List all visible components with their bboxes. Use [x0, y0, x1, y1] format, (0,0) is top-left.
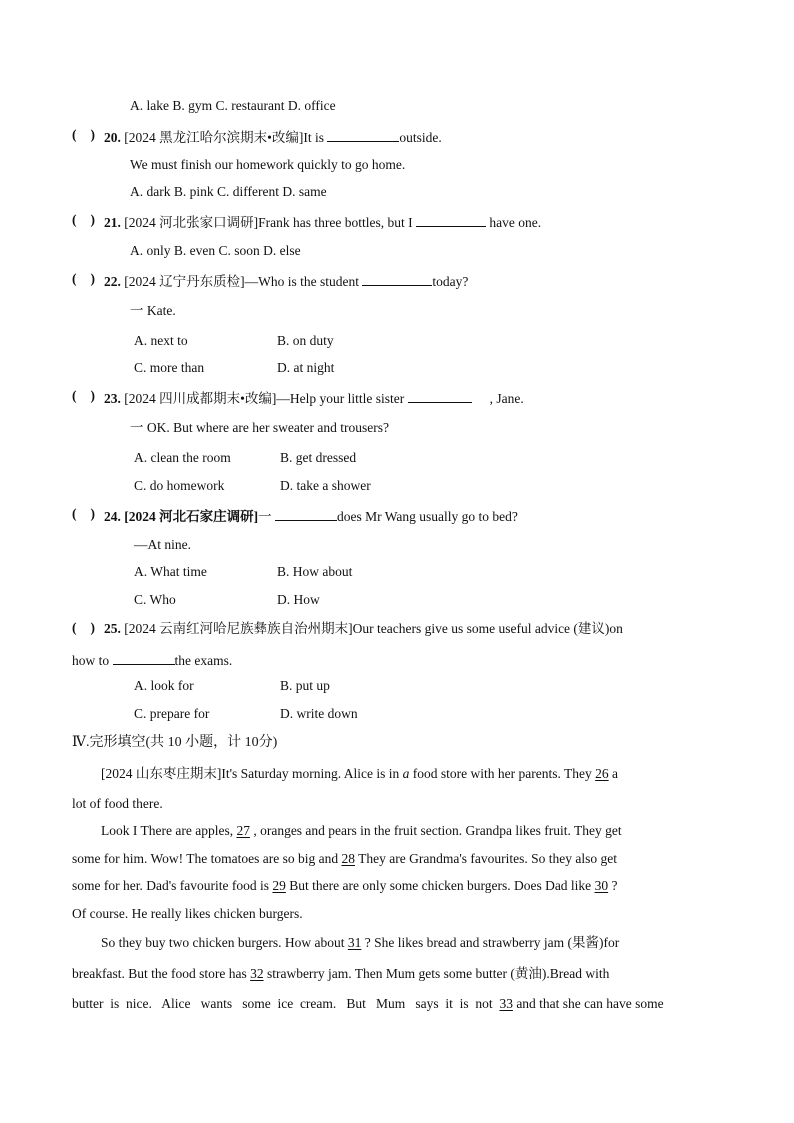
q23-answer-bracket[interactable]: ( ) [72, 388, 95, 403]
q24-stem-line2: —At nine. [134, 537, 191, 552]
q25-answer-bracket[interactable]: ( ) [72, 620, 95, 635]
gap-number-31[interactable]: 31 [347, 935, 362, 950]
q25-option-a: A. look for [134, 678, 194, 693]
stem-text: today? [432, 274, 469, 289]
answer-blank[interactable] [327, 127, 399, 142]
question-number: 20. [104, 130, 121, 145]
q25-option-b: B. put up [280, 678, 330, 693]
stem-text: —Help your little sister [276, 391, 408, 406]
q21-stem [104, 212, 541, 232]
passage-text: strawberry jam. Then Mum gets some butter (黄油).Bread with [263, 966, 610, 981]
q24-answer-bracket[interactable]: ( ) [72, 506, 95, 521]
passage-text: ? [608, 878, 618, 893]
answer-blank[interactable] [275, 506, 337, 521]
question-source: [2024 辽宁丹东质检] [124, 274, 245, 289]
stem-text: , Jane. [489, 391, 524, 406]
gap-number-26[interactable]: 26 [595, 766, 609, 781]
passage-line: lot of food there. [72, 796, 163, 811]
stem-text: does Mr Wang usually go to bed? [337, 509, 518, 524]
gap-number-30[interactable]: 30 [594, 878, 609, 893]
stem-text: It is [303, 130, 328, 145]
passage-line [101, 765, 618, 783]
q22-option-d: D. at night [277, 360, 335, 375]
passage-text: So they buy two chicken burgers. How about [101, 935, 348, 950]
q22-option-a: A. next to [134, 333, 188, 348]
question-source: [2024 河北石家庄调研] [124, 509, 259, 524]
q23-option-d: D. take a shower [280, 478, 371, 493]
q22-stem-line2: 一 Kate. [130, 303, 176, 318]
question-source: [2024 四川成都期末•改编] [124, 391, 277, 406]
q22-option-b: B. on duty [277, 333, 334, 348]
close-paren: ) [90, 127, 95, 142]
passage-text: butter is nice. Alice wants some ice cream. But Mum says it is not [72, 996, 500, 1011]
stem-text: Frank has three bottles, but I [258, 215, 416, 230]
stem-text: have one. [485, 215, 542, 230]
gap-number-32[interactable]: 32 [250, 966, 264, 981]
question-number: 23. [104, 391, 121, 406]
gap-number-29[interactable]: 29 [272, 878, 286, 893]
stem-text: the exams. [174, 653, 233, 668]
q25-stem [104, 620, 623, 638]
passage-text: Look I There are apples, [101, 823, 237, 838]
q24-option-a: A. What time [134, 564, 207, 579]
passage-line [101, 934, 619, 952]
q19-options: A. lake B. gym C. restaurant D. office [130, 98, 336, 113]
question-source: [2024 河北张家口调研] [124, 215, 259, 230]
answer-blank[interactable] [362, 271, 432, 286]
q25-option-c: C. prepare for [134, 706, 210, 721]
q22-stem [104, 271, 468, 291]
answer-blank[interactable] [408, 388, 472, 403]
gap-number-28[interactable]: 28 [341, 851, 355, 866]
stem-text: how to [72, 653, 113, 668]
q23-option-c: C. do homework [134, 478, 225, 493]
passage-text: food store with her parents. They [409, 766, 596, 781]
passage-text: [2024 山东枣庄期末]It's Saturday morning. Alice is in [101, 766, 403, 781]
gap-number-33[interactable]: 33 [499, 996, 513, 1011]
q24-option-b: B. How about [277, 564, 353, 579]
q23-option-a: A. clean the room [134, 450, 231, 465]
q25-option-d: D. write down [280, 706, 358, 721]
q24-option-c: C. Who [134, 592, 176, 607]
question-source: [2024 黑龙江哈尔滨期末•改编] [124, 130, 304, 145]
passage-text: some for him. Wow! The tomatoes are so big and [72, 851, 342, 866]
q20-stem-line2: We must finish our homework quickly to go home. [130, 157, 406, 172]
passage-text: a [402, 766, 410, 781]
passage-line [72, 877, 617, 895]
q23-stem [104, 388, 524, 408]
q20-options: A. dark B. pink C. different D. same [130, 184, 327, 199]
passage-text: ? She likes bread and strawberry jam (果酱)for [361, 935, 620, 950]
open-paren: ( [72, 127, 77, 142]
passage-line [72, 965, 609, 983]
q21-options: A. only B. even C. soon D. else [130, 243, 301, 258]
q24-option-d: D. How [277, 592, 320, 607]
q20-answer-bracket[interactable] [72, 127, 95, 143]
stem-text: Our teachers give us some useful advice (建议)on [352, 621, 623, 636]
question-number: 24. [104, 509, 121, 524]
passage-line: Of course. He really likes chicken burgers. [72, 906, 303, 921]
question-number: 25. [104, 621, 121, 636]
q25-stem-line2 [72, 650, 232, 670]
answer-blank[interactable] [416, 212, 486, 227]
question-number: 22. [104, 274, 121, 289]
q22-answer-bracket[interactable]: ( ) [72, 271, 95, 286]
passage-text: and that she can have some [512, 996, 664, 1011]
q24-stem [104, 506, 518, 526]
stem-text: outside. [399, 130, 442, 145]
passage-text: They are Grandma's favourites. So they also get [355, 851, 617, 866]
gap-number-27[interactable]: 27 [236, 823, 250, 838]
passage-line [72, 850, 617, 868]
stem-text: —Who is the student [244, 274, 363, 289]
question-source: [2024 云南红河哈尼族彝族自治州期末] [124, 621, 353, 636]
q20-stem [104, 127, 442, 147]
q23-stem-line2: 一 OK. But where are her sweater and trousers? [130, 420, 390, 435]
passage-text: breakfast. But the food store has [72, 966, 251, 981]
answer-blank[interactable] [113, 650, 175, 665]
q23-option-b: B. get dressed [280, 450, 357, 465]
q22-option-c: C. more than [134, 360, 205, 375]
passage-text: But there are only some chicken burgers. Does Dad like [285, 878, 595, 893]
q21-answer-bracket[interactable]: ( ) [72, 212, 95, 227]
passage-line [101, 822, 622, 840]
passage-text: , oranges and pears in the fruit section. Grandpa likes fruit. They get [249, 823, 622, 838]
stem-text: 一 [258, 509, 275, 524]
passage-text: a [608, 766, 618, 781]
passage-text: some for her. Dad's favourite food is [72, 878, 273, 893]
section-heading: Ⅳ.完形填空(共 10 小题，计 10分) [72, 735, 278, 750]
passage-line [72, 995, 664, 1013]
question-number: 21. [104, 215, 121, 230]
